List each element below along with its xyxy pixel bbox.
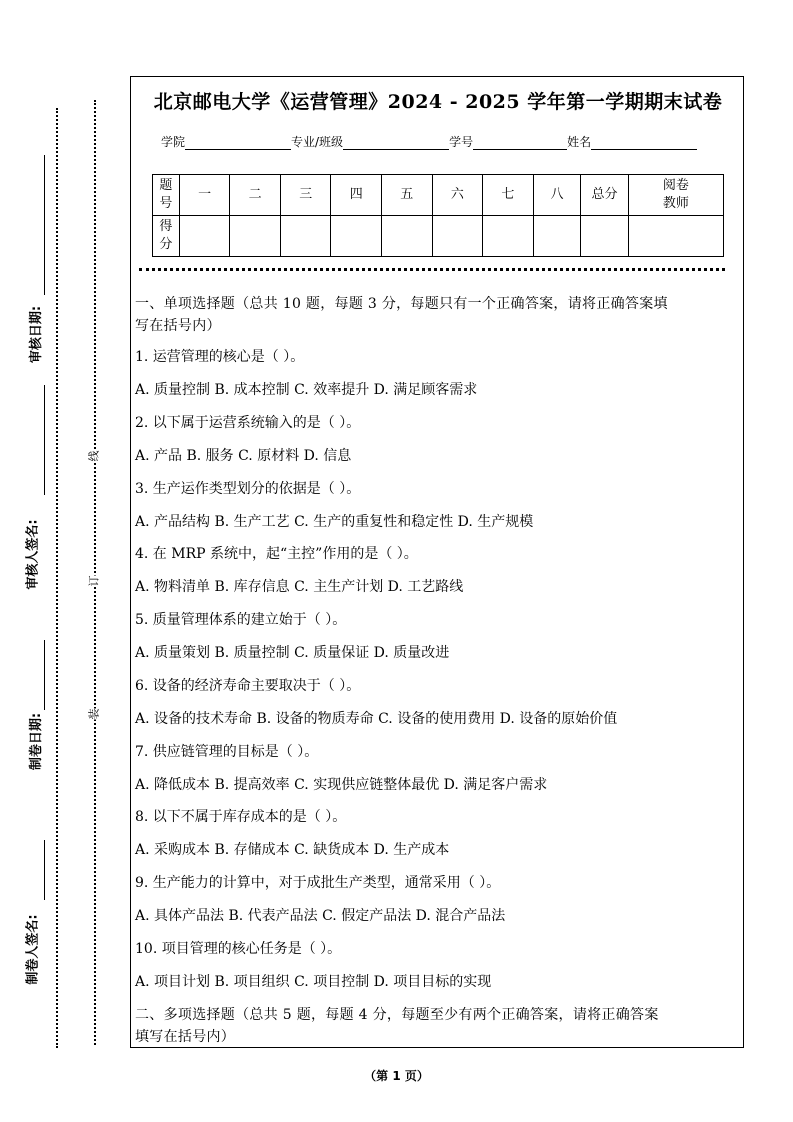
cut-mark-line: 线 [87,450,101,462]
college-field[interactable] [185,137,291,150]
student-id-label: 学号 [449,135,474,149]
major-class-label: 专业/班级 [291,135,344,149]
score-table [152,174,724,257]
section2-heading-cont: 填写在括号内） [135,1029,236,1045]
question-7: 7. 供应链管理的目标是（ ）。 [135,744,319,760]
dotted-separator [139,268,725,271]
major-class-field[interactable] [343,137,449,150]
question-10: 10. 项目管理的核心任务是（ ）。 [135,941,342,957]
question-8: 8. 以下不属于库存成本的是（ ）。 [135,809,347,825]
score-cell[interactable] [533,216,581,257]
question-7-options: A. 降低成本 B. 提高效率 C. 实现供应链整体最优 D. 满足客户需求 [135,777,548,793]
make-date-label: 制卷日期: [29,712,45,771]
make-date-blank [44,640,45,710]
review-date-blank [44,155,45,295]
section1-heading: 一、单项选择题（总共 10 题，每题 3 分，每题只有一个正确答案，请将正确答案填 [135,296,668,312]
score-cell[interactable] [483,216,534,257]
score-cell[interactable] [331,216,382,257]
question-10-options: A. 项目计划 B. 项目组织 C. 项目控制 D. 项目目标的实现 [135,974,492,990]
review-date-label: 审核日期: [29,305,45,364]
reviewer-sign-label: 审核人签名: [25,519,41,590]
cut-mark-staple: 订 [87,575,101,587]
question-5-options: A. 质量策划 B. 质量控制 C. 质量保证 D. 质量改进 [135,645,450,661]
col-header: 五 [382,175,433,216]
student-id-field[interactable] [473,137,567,150]
score-cell[interactable] [432,216,483,257]
exam-frame [130,76,744,1048]
col-header: 六 [432,175,483,216]
reviewer-sign-blank [44,385,45,495]
col-header-grader: 阅卷 教师 [628,175,723,216]
college-label: 学院 [161,135,186,149]
question-8-options: A. 采购成本 B. 存储成本 C. 缺货成本 D. 生产成本 [135,842,450,858]
question-3-options: A. 产品结构 B. 生产工艺 C. 生产的重复性和稳定性 D. 生产规模 [135,514,534,530]
maker-sign-label: 制卷人签名: [25,914,41,985]
question-6-options: A. 设备的技术寿命 B. 设备的物质寿命 C. 设备的使用费用 D. 设备的原始价值 [135,711,618,727]
question-1: 1. 运营管理的核心是（ ）。 [135,349,305,365]
col-header: 三 [280,175,331,216]
section2-heading: 二、多项选择题（总共 5 题，每题 4 分，每题至少有两个正确答案，请将正确答案 [135,1007,659,1023]
question-2: 2. 以下属于运营系统输入的是（ ）。 [135,415,361,431]
question-4-options: A. 物料清单 B. 库存信息 C. 主生产计划 D. 工艺路线 [135,579,464,595]
score-cell[interactable] [179,216,230,257]
name-label: 姓名 [567,135,592,149]
score-row [153,216,724,257]
col-header-total: 总分 [581,175,629,216]
question-6: 6. 设备的经济寿命主要取决于（ ）。 [135,678,361,694]
col-header: 二 [230,175,281,216]
question-5: 5. 质量管理体系的建立始于（ ）。 [135,612,347,628]
student-info-row [161,133,697,150]
page-number: （第 1 页） [364,1069,429,1083]
question-9-options: A. 具体产品法 B. 代表产品法 C. 假定产品法 D. 混合产品法 [135,908,506,924]
exam-title: 北京邮电大学《运营管理》2024 - 2025 学年第一学期期末试卷 [153,91,723,113]
question-9: 9. 生产能力的计算中，对于成批生产类型，通常采用（ ）。 [135,875,501,891]
name-field[interactable] [591,137,697,150]
grader-cell[interactable] [628,216,723,257]
maker-sign-blank [44,840,45,900]
section1-heading-cont: 写在括号内） [135,318,221,334]
total-score-cell[interactable] [581,216,629,257]
row-label-score: 得 分 [153,216,180,257]
cut-mark-bind: 装 [87,708,101,720]
col-header: 一 [179,175,230,216]
row-label-question: 题 号 [153,175,180,216]
score-cell[interactable] [382,216,433,257]
question-1-options: A. 质量控制 B. 成本控制 C. 效率提升 D. 满足顾客需求 [135,382,478,398]
question-2-options: A. 产品 B. 服务 C. 原材料 D. 信息 [135,448,352,464]
question-4: 4. 在 MRP 系统中，起“主控”作用的是（ ）。 [135,546,418,562]
question-number-row [153,175,724,216]
question-3: 3. 生产运作类型划分的依据是（ ）。 [135,481,361,497]
col-header: 四 [331,175,382,216]
col-header: 七 [483,175,534,216]
score-cell[interactable] [280,216,331,257]
score-cell[interactable] [230,216,281,257]
left-cut-line [56,108,58,1048]
col-header: 八 [533,175,581,216]
binding-cut-line [94,100,96,1045]
